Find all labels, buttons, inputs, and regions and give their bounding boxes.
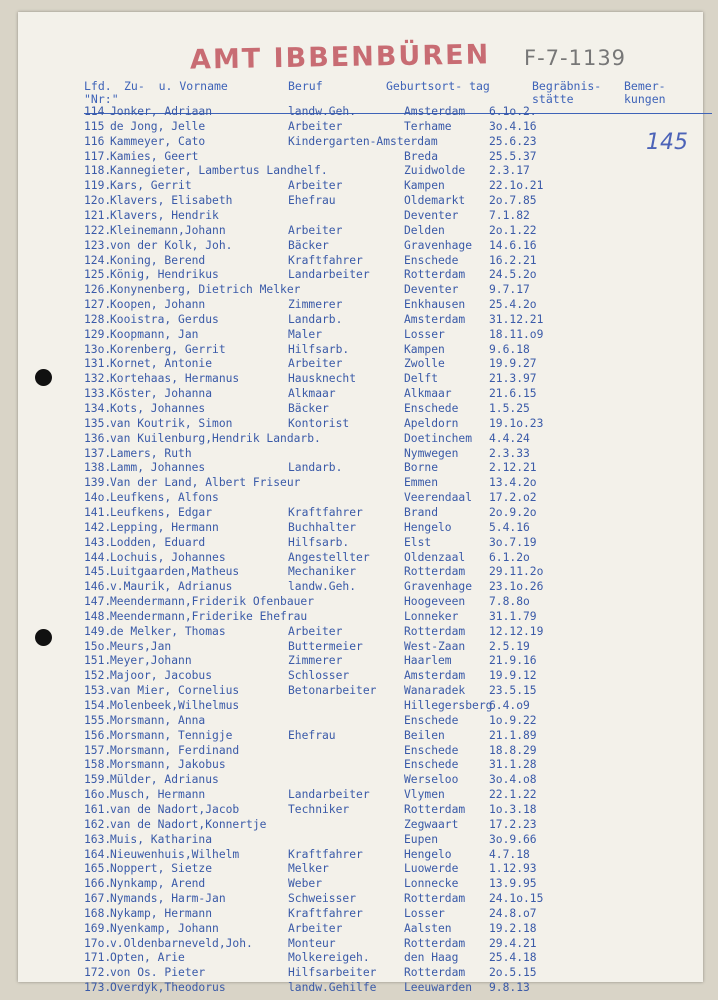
entry-number: 14o. [84,491,112,505]
entry-number: 16o. [84,788,112,802]
occupation: landw.Geh. [288,580,357,594]
birth-date: 23.1o.26 [489,580,544,594]
birth-date: 7.8.8o [489,595,530,608]
entry-number: 164. [84,847,112,861]
birth-date: 23.5.15 [489,684,537,698]
birthplace: Enschede [404,253,459,267]
birth-date: 2o.7.85 [489,194,537,208]
person-name: Morsmann, Jakobus [110,758,226,772]
entry-number: 133. [84,387,112,401]
occupation: Landarb. [288,312,343,326]
entry-number: 134. [84,402,112,415]
birth-date: 9.6.18 [489,342,530,356]
birth-date: 9.8.13 [489,981,530,995]
occupation: Landarbeiter [288,788,370,802]
column-header-beruf: Beruf [288,79,323,93]
occupation: Zimmerer [288,298,343,311]
person-name: Kornet, Antonie [110,357,213,371]
occupation: Weber [288,877,323,891]
birth-date: 25.5.37 [489,149,537,163]
birthplace: Elst [404,535,432,549]
entry-number: 144. [84,550,112,564]
occupation: Bäcker [288,402,329,415]
person-name: Koopen, Johann [110,298,206,311]
birth-date: 6.1o.2. [489,105,537,118]
punch-hole [35,629,52,646]
birthplace: Delden [404,223,445,237]
birthplace: Amsterdam [404,312,466,326]
entry-number: 121. [84,208,112,222]
birthplace: Lonneker [404,609,459,623]
person-name: Koning, Berend [110,253,206,267]
occupation: Kraftfahrer [288,505,363,519]
entry-number: 129. [84,327,112,341]
birth-date: 3o.7.19 [489,535,537,549]
entry-number: 125. [84,268,112,282]
birth-date: 21.1.89 [489,728,537,742]
birthplace: Hoogeveen [404,595,466,608]
person-name: Molenbeek,Wilhelmus [110,699,240,712]
entry-number: 136. [84,431,112,445]
birth-date: 21.6.15 [489,387,537,401]
person-name: Kannegieter, Lambertus Landhelf. [110,164,328,178]
occupation: Ehefrau [288,194,336,208]
occupation: Arbeiter [288,179,343,193]
column-header-lfd-nr: Lfd. "Nr:" [84,79,119,106]
birth-date: 5.4.16 [489,520,530,534]
entry-number: 128. [84,312,112,326]
entry-number: 145. [84,565,112,579]
birth-date: 1.5.25 [489,402,530,415]
entry-number: 149. [84,624,112,638]
birthplace: Enschede [404,713,459,727]
person-name: van Kuilenburg,Hendrik Landarb. [110,431,321,445]
birthplace: Delft [404,372,439,386]
person-name: Meendermann,Friderike Ehefrau [110,609,308,623]
person-name: Klavers, Hendrik [110,208,219,222]
birthplace: Alkmaar [404,387,452,401]
occupation: Molkereigeh. [288,951,370,965]
person-name: Mülder, Adrianus [110,773,219,787]
entry-number: 137. [84,446,112,460]
entry-number: 162. [84,817,112,831]
birthplace: Veerendaal [404,491,473,505]
person-name: Nymands, Harm-Jan [110,892,226,905]
person-name: Klavers, Elisabeth [110,194,233,208]
birthplace: Enschede [404,402,459,415]
birth-date: 2.5.19 [489,639,530,653]
birth-date: 13.4.2o [489,476,537,490]
person-name: Nynkamp, Arend [110,877,206,891]
person-name: Overdyk,Theodorus [110,981,226,995]
entry-number: 13o. [84,342,112,356]
birth-date: 17.2.23 [489,817,537,831]
person-name: Lodden, Eduard [110,535,206,549]
person-name: van de Nadort,Jacob [110,802,240,816]
birthplace: Deventer [404,208,459,222]
birthplace: Oldemarkt [404,194,466,208]
column-header-geburtsort-tag: Geburtsort- tag [386,79,490,93]
person-name: Kots, Johannes [110,402,206,415]
person-name: Nieuwenhuis,Wilhelm [110,847,240,861]
birthplace: Haarlem [404,654,452,668]
occupation: Kraftfahrer [288,847,363,861]
birthplace: Apeldorn [404,416,459,430]
entry-number: 151. [84,654,112,668]
birthplace: Kampen [404,179,445,193]
office-heading: AMT IBBENBÜREN [189,39,491,76]
person-name: Meurs,Jan [110,639,172,653]
birthplace: Leeuwarden [404,981,473,995]
person-name: Van der Land, Albert Friseur [110,476,301,490]
birth-date: 17.2.o2 [489,491,537,505]
occupation: Arbeiter [288,921,343,935]
occupation: Betonarbeiter [288,684,377,698]
birthplace: Breda [404,149,439,163]
entry-number: 152. [84,669,112,683]
birthplace: Beilen [404,728,445,742]
occupation: Alkmaar [288,387,336,401]
person-name: Jonker, Adriaan [110,105,213,118]
birth-date: 12.12.19 [489,624,544,638]
document-sheet [18,12,703,995]
birthplace: Luowerde [404,862,459,876]
occupation: Kontorist [288,416,350,430]
birth-date: 18.8.29 [489,743,537,757]
birthplace: Wanaradek [404,684,466,698]
birthplace: Gravenhage [404,580,473,594]
person-name: v.Maurik, Adrianus [110,580,233,594]
birth-date: 24.5.2o [489,268,537,282]
occupation: Schweisser [288,892,357,905]
entry-number: 17o. [84,936,112,950]
occupation: Landarb. [288,461,343,475]
birth-date: 22.1o.21 [489,179,544,193]
entry-number: 143. [84,535,112,549]
birth-date: 19.9.12 [489,669,537,683]
entry-number: 146. [84,580,112,594]
person-name: Korenberg, Gerrit [110,342,226,356]
birth-date: 31.12.21 [489,312,544,326]
occupation: Arbeiter [288,357,343,371]
birth-date: 29.11.2o [489,565,544,579]
birth-date: 6.1.2o [489,550,530,564]
occupation: Buchhalter [288,520,357,534]
birthplace: Aalsten [404,921,452,935]
birthplace: West-Zaan [404,639,466,653]
birth-date: 4.4.24 [489,431,530,445]
birth-date: 21.3.97 [489,372,537,386]
person-name: Kooistra, Gerdus [110,312,219,326]
entry-number: 117. [84,149,112,163]
entry-number: 161. [84,802,112,816]
person-name: van Mier, Cornelius [110,684,240,698]
entry-number: 126. [84,283,112,297]
column-header-begraebnisstaette: Begräbnis- stätte [532,79,602,106]
column-header-name: Zu- u. Vorname [124,79,228,93]
occupation: Hilfsarb. [288,535,350,549]
birthplace: Rotterdam [404,966,466,980]
birthplace: Werseloo [404,773,459,787]
entry-number: 154. [84,699,112,712]
birthplace: Rotterdam [404,802,466,816]
occupation: Hilfsarbeiter [288,966,377,980]
birth-date: 25.4.18 [489,951,537,965]
occupation: Monteur [288,936,336,950]
person-name: Morsmann, Tennigje [110,728,233,742]
occupation: Buttermeier [288,639,363,653]
birthplace: Emmen [404,476,439,490]
birthplace: Losser [404,906,445,920]
entry-number: 131. [84,357,112,371]
person-name: Köster, Johanna [110,387,213,401]
archive-code: F-7-1139 [524,46,627,70]
birthplace: Borne [404,461,439,475]
occupation: Techniker [288,802,350,816]
occupation: Kraftfahrer [288,253,363,267]
person-name: Leufkens, Alfons [110,491,219,505]
entry-number: 115 [84,119,105,133]
punch-hole [35,369,52,386]
entry-number: 114 [84,105,105,118]
page-number: 145 [646,130,688,155]
entry-number: 12o. [84,194,112,208]
entry-number: 157. [84,743,112,757]
occupation: Maler [288,327,323,341]
birth-date: 3o.4.16 [489,119,537,133]
entry-number: 165. [84,862,112,876]
birthplace: Hillegersberg [404,699,493,712]
occupation: landw.Gehilfe [288,981,377,995]
birth-date: 2o.9.2o [489,505,537,519]
birthplace: Rotterdam [404,892,466,905]
birthplace: Enkhausen [404,298,466,311]
entry-number: 138. [84,461,112,475]
birth-date: 25.6.23 [489,134,537,148]
birth-date: 24.1o.15 [489,892,544,905]
birth-date: 22.1.22 [489,788,537,802]
person-name: König, Hendrikus [110,268,219,282]
birthplace: Nymwegen [404,446,459,460]
occupation: Melker [288,862,329,876]
birth-date: 16.2.21 [489,253,537,267]
birthplace: Amsterdam [404,669,466,683]
person-name: Lamers, Ruth [110,446,192,460]
entry-number: 171. [84,951,112,965]
entry-number: 135. [84,416,112,430]
person-name: Opten, Arie [110,951,185,965]
person-name: Koopmann, Jan [110,327,199,341]
person-name: Muis, Katharina [110,832,213,846]
birth-date: 31.1.79 [489,609,537,623]
person-name: Lochuis, Johannes [110,550,226,564]
birthplace: den Haag [404,951,459,965]
entry-number: 147. [84,595,112,608]
birthplace: Kampen [404,342,445,356]
birth-date: 13.9.95 [489,877,537,891]
birth-date: 2o.1.22 [489,223,537,237]
person-name: v.Oldenbarneveld,Joh. [110,936,253,950]
birthplace: Oldenzaal [404,550,466,564]
entry-number: 172. [84,966,112,980]
birth-date: 2.3.17 [489,164,530,178]
occupation: Zimmerer [288,654,343,668]
entry-number: 116 [84,134,105,148]
birthplace: Vlymen [404,788,445,802]
birth-date: 3o.9.66 [489,832,537,846]
birthplace: Rotterdam [404,936,466,950]
entry-number: 119. [84,179,112,193]
person-name: Konynenberg, Dietrich Melker [110,283,301,297]
person-name: de Melker, Thomas [110,624,226,638]
birthplace: Rotterdam [404,624,466,638]
occupation: Kraftfahrer [288,906,363,920]
entry-number: 127. [84,298,112,311]
person-name: Leufkens, Edgar [110,505,213,519]
birth-date: 9.7.17 [489,283,530,297]
person-name: Kleinemann,Johann [110,223,226,237]
column-header-bemerkungen: Bemer- kungen [624,79,666,106]
person-name: Musch, Hermann [110,788,206,802]
entry-number: 156. [84,728,112,742]
entry-number: 142. [84,520,112,534]
occupation: Bäcker [288,238,329,252]
occupation: Landarbeiter [288,268,370,282]
person-name: Luitgaarden,Matheus [110,565,240,579]
birth-date: 2.12.21 [489,461,537,475]
entry-number: 159. [84,773,112,787]
birthplace: Eupen [404,832,439,846]
birthplace: Enschede [404,743,459,757]
person-name: Kortehaas, Hermanus [110,372,240,386]
birth-date: 31.1.28 [489,758,537,772]
entry-number: 15o. [84,639,112,653]
entry-number: 166. [84,877,112,891]
occupation: Hilfsarb. [288,342,350,356]
occupation: Kindergarten-Amsterdam [288,134,438,148]
entry-number: 132. [84,372,112,386]
birthplace: Lonnecke [404,877,459,891]
occupation: landw.Geh. [288,105,357,118]
entry-number: 173. [84,981,112,995]
birthplace: Doetinchem [404,431,473,445]
birth-date: 6.4.o9 [489,699,530,712]
birth-date: 2o.5.15 [489,966,537,980]
person-name: van Koutrik, Simon [110,416,233,430]
entry-number: 124. [84,253,112,267]
entry-number: 148. [84,609,112,623]
person-name: Kammeyer, Cato [110,134,206,148]
birth-date: 7.1.82 [489,208,530,222]
person-name: Morsmann, Ferdinand [110,743,240,757]
entry-number: 118. [84,164,112,178]
birth-date: 1.12.93 [489,862,537,876]
person-name: von der Kolk, Joh. [110,238,233,252]
birthplace: Gravenhage [404,238,473,252]
person-name: Meyer,Johann [110,654,192,668]
birthplace: Rotterdam [404,268,466,282]
occupation: Angestellter [288,550,370,564]
person-name: Nykamp, Hermann [110,906,213,920]
birth-date: 21.9.16 [489,654,537,668]
birth-date: 2.3.33 [489,446,530,460]
birth-date: 25.4.2o [489,298,537,311]
birth-date: 24.8.o7 [489,906,537,920]
birth-date: 19.2.18 [489,921,537,935]
occupation: Arbeiter [288,223,343,237]
entry-number: 123. [84,238,112,252]
birth-date: 19.9.27 [489,357,537,371]
birthplace: Hengelo [404,847,452,861]
person-name: Kamies, Geert [110,149,199,163]
birthplace: Deventer [404,283,459,297]
entry-number: 155. [84,713,112,727]
birth-date: 18.11.o9 [489,327,544,341]
occupation: Arbeiter [288,119,343,133]
person-name: Lamm, Johannes [110,461,206,475]
person-name: Kars, Gerrit [110,179,192,193]
occupation: Arbeiter [288,624,343,638]
entry-number: 163. [84,832,112,846]
birthplace: Zegwaart [404,817,459,831]
person-name: von Os. Pieter [110,966,206,980]
person-name: Nyenkamp, Johann [110,921,219,935]
birthplace: Enschede [404,758,459,772]
entry-number: 139. [84,476,112,490]
person-name: Noppert, Sietze [110,862,213,876]
person-name: Meendermann,Friderik Ofenbauer [110,595,315,608]
birth-date: 14.6.16 [489,238,537,252]
entry-number: 122. [84,223,112,237]
entry-number: 169. [84,921,112,935]
occupation: Ehefrau [288,728,336,742]
entry-number: 168. [84,906,112,920]
birthplace: Zwolle [404,357,445,371]
birthplace: Rotterdam [404,565,466,579]
person-name: Morsmann, Anna [110,713,206,727]
birth-date: 1o.3.18 [489,802,537,816]
birthplace: Brand [404,505,439,519]
birth-date: 29.4.21 [489,936,537,950]
occupation: Schlosser [288,669,350,683]
birth-date: 19.1o.23 [489,416,544,430]
birthplace: Hengelo [404,520,452,534]
person-name: de Jong, Jelle [110,119,206,133]
entry-number: 158. [84,758,112,772]
person-name: Lepping, Hermann [110,520,219,534]
birth-date: 3o.4.o8 [489,773,537,787]
birth-date: 4.7.18 [489,847,530,861]
occupation: Mechaniker [288,565,357,579]
entry-number: 141. [84,505,112,519]
birthplace: Zuidwolde [404,164,466,178]
entry-number: 167. [84,892,112,905]
person-name: van de Nadort,Konnertje [110,817,267,831]
person-name: Majoor, Jacobus [110,669,213,683]
occupation: Hausknecht [288,372,357,386]
birthplace: Losser [404,327,445,341]
birth-date: 1o.9.22 [489,713,537,727]
birthplace: Amsterdam [404,105,466,118]
birthplace: Terhame [404,119,452,133]
entry-number: 153. [84,684,112,698]
